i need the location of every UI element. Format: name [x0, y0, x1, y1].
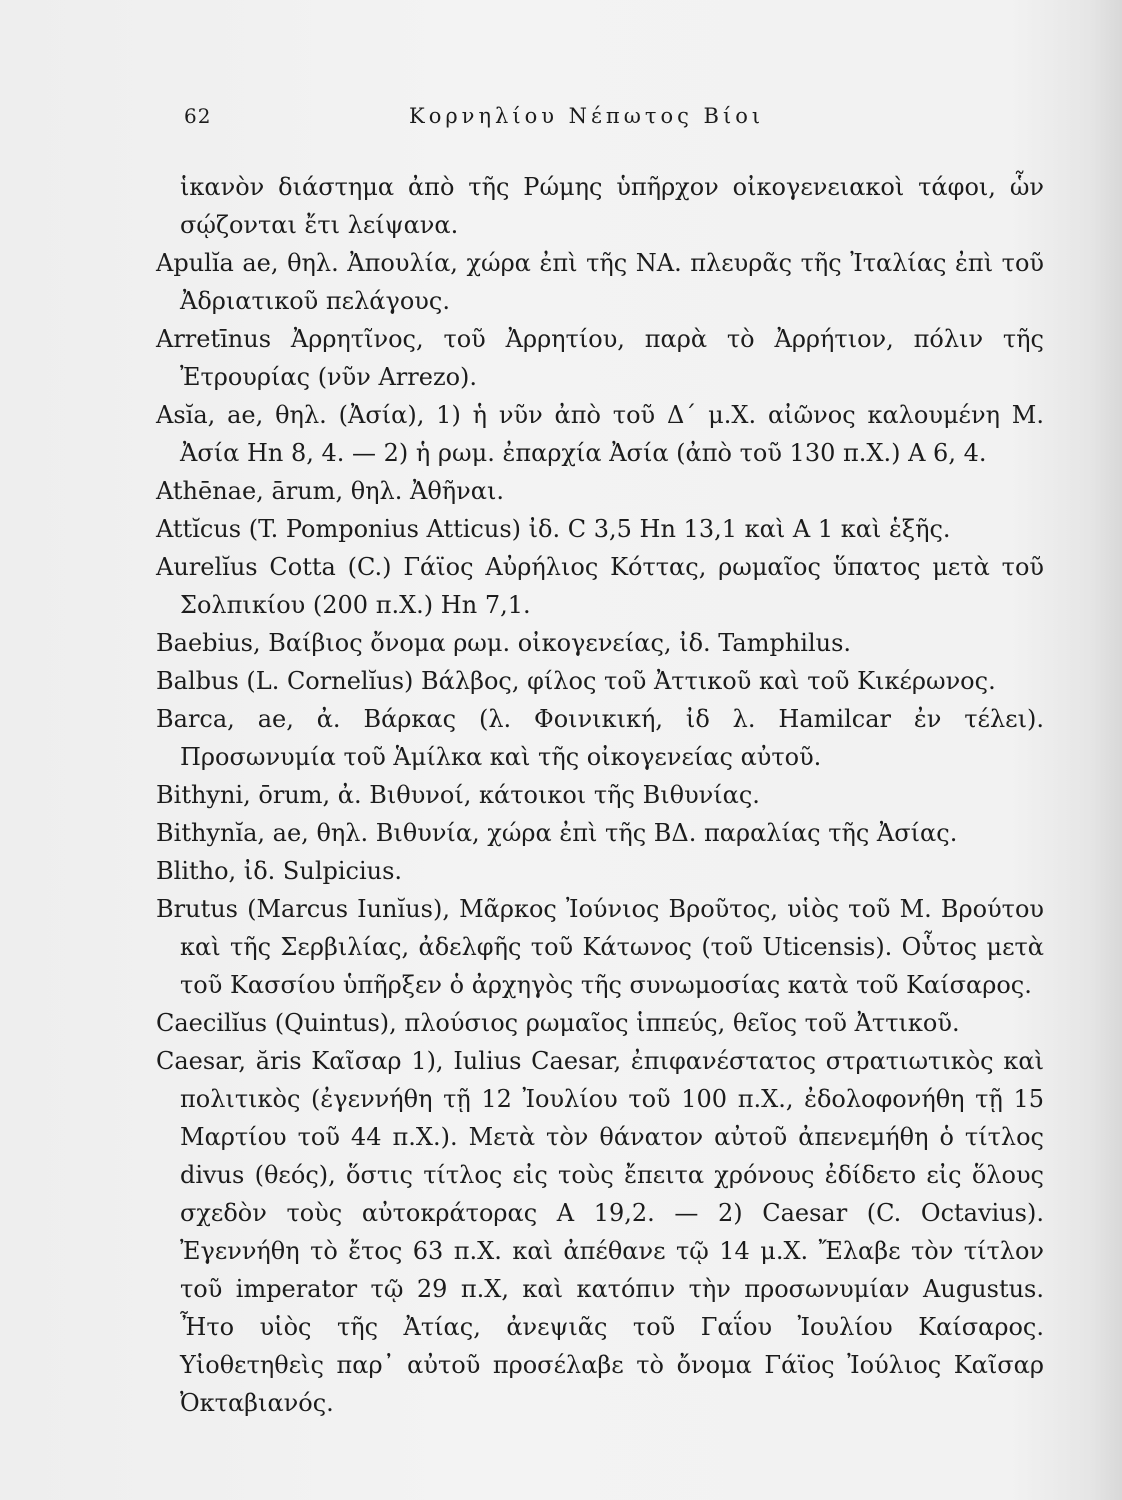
- glossary-entry-arretinus: Arretīnus Ἀρρητῖνος, τοῦ Ἀρρητίου, παρὰ τὸ Ἀρρήτιον, πόλιν τῆς Ἐτρουρίας (νῦν Arrezo).: [156, 325, 1044, 391]
- glossary-entry-bithyni: Bithyni, ōrum, ἀ. Βιθυνοί, κάτοικοι τῆς Βιθυνίας.: [156, 781, 760, 809]
- glossary-entry-aurelius-cotta: Aurelĭus Cotta (C.) Γάϊος Αὐρήλιος Κόττας, ρωμαῖος ὕπατος μετὰ τοῦ Σολπικίου (200 π.Χ.) Hn 7,1.: [156, 553, 1044, 619]
- page-header: [184, 104, 1042, 136]
- running-title: Κορνηλίου Νέπωτος Βίοι: [409, 104, 765, 128]
- glossary-entry-continuation: ἱκανὸν διάστημα ἀπὸ τῆς Ρώμης ὑπῆρχον οἰκογενειακοὶ τάφοι, ὧν σῴζονται ἔτι λείψανα.: [180, 173, 1044, 239]
- page-number: 62: [184, 104, 212, 128]
- glossary-entry-blitho: Blitho, ἰδ. Sulpicius.: [156, 857, 403, 885]
- glossary-entry-brutus: Brutus (Marcus Iunĭus), Μᾶρκος Ἰούνιος Βροῦτος, υἱὸς τοῦ Μ. Βρούτου καὶ τῆς Σερβιλίας, ἀδελφῆς τοῦ Κάτωνος (τοῦ Uticensis). Οὗτος μετὰ τοῦ Κασσίου ὑπῆρξεν ὁ ἀρχηγὸς τῆς συνωμοσίας κατὰ τοῦ Καίσαρος.: [156, 895, 1044, 999]
- glossary-body: [156, 168, 1044, 1422]
- glossary-entry-bithynia: Bithynĭa, ae, θηλ. Βιθυνία, χώρα ἐπὶ τῆς ΒΔ. παραλίας τῆς Ἀσίας.: [156, 819, 958, 847]
- glossary-entry-atticus: Attĭcus (T. Pomponius Atticus) ἰδ. C 3,5 Hn 13,1 καὶ A 1 καὶ ἑξῆς.: [156, 515, 951, 543]
- glossary-entry-athenae: Athēnae, ārum, θηλ. Ἀθῆναι.: [156, 477, 504, 505]
- glossary-entry-apulia: Apulĭa ae, θηλ. Ἀπουλία, χώρα ἐπὶ τῆς ΝΑ. πλευρᾶς τῆς Ἰταλίας ἐπὶ τοῦ Ἀδριατικοῦ πελάγους.: [156, 249, 1044, 315]
- glossary-entry-baebius: Baebius, Βαίβιος ὄνομα ρωμ. οἰκογενείας, ἰδ. Tamphilus.: [156, 629, 852, 657]
- glossary-entry-barca: Barca, ae, ἀ. Βάρκας (λ. Φοινικική, ἰδ λ. Hamilcar ἐν τέλει). Προσωνυμία τοῦ Ἁμίλκα καὶ τῆς οἰκογενείας αὐτοῦ.: [156, 705, 1044, 771]
- glossary-entry-caecilius: Caecilĭus (Quintus), πλούσιος ρωμαῖος ἱππεύς, θεῖος τοῦ Ἀττικοῦ.: [156, 1009, 960, 1037]
- glossary-entry-balbus: Balbus (L. Cornelĭus) Βάλβος, φίλος τοῦ Ἀττικοῦ καὶ τοῦ Κικέρωνος.: [156, 667, 996, 695]
- glossary-entry-caesar: Caesar, ăris Καῖσαρ 1), Iulius Caesar, ἐπιφανέστατος στρατιωτικὸς καὶ πολιτικὸς (ἐγεννήθη τῇ 12 Ἰουλίου τοῦ 100 π.Χ., ἐδολοφονήθη τῇ 15 Μαρτίου τοῦ 44 π.Χ.). Μετὰ τὸν θάνατον αὐτοῦ ἀπενεμήθη ὁ τίτλος divus (θεός), ὅστις τίτλος εἰς τοὺς ἔπειτα χρόνους ἐδίδετο εἰς ὅλους σχεδὸν τοὺς αὐτοκράτορας A 19,2. — 2) Caesar (C. Octavius). Ἐγεννήθη τὸ ἔτος 63 π.Χ. καὶ ἀπέθανε τῷ 14 μ.Χ. Ἔλαβε τὸν τίτλον τοῦ imperator τῷ 29 π.Χ, καὶ κατόπιν τὴν προσωνυμίαν Augustus. Ἦτο υἱὸς τῆς Ἀτίας, ἀνεψιᾶς τοῦ Γαΐου Ἰουλίου Καίσαρος. Υἱοθετηθεὶς παρ᾽ αὐτοῦ προσέλαβε τὸ ὄνομα Γάϊος Ἰούλιος Καῖσαρ Ὀκταβιανός.: [156, 1047, 1044, 1417]
- glossary-entry-asia: Asĭa, ae, θηλ. (Ἀσία), 1) ἡ νῦν ἀπὸ τοῦ Δ΄ μ.Χ. αἰῶνος καλουμένη Μ. Ἀσία Hn 8, 4. — 2) ἡ ρωμ. ἐπαρχία Ἀσία (ἀπὸ τοῦ 130 π.Χ.) A 6, 4.: [156, 401, 1044, 467]
